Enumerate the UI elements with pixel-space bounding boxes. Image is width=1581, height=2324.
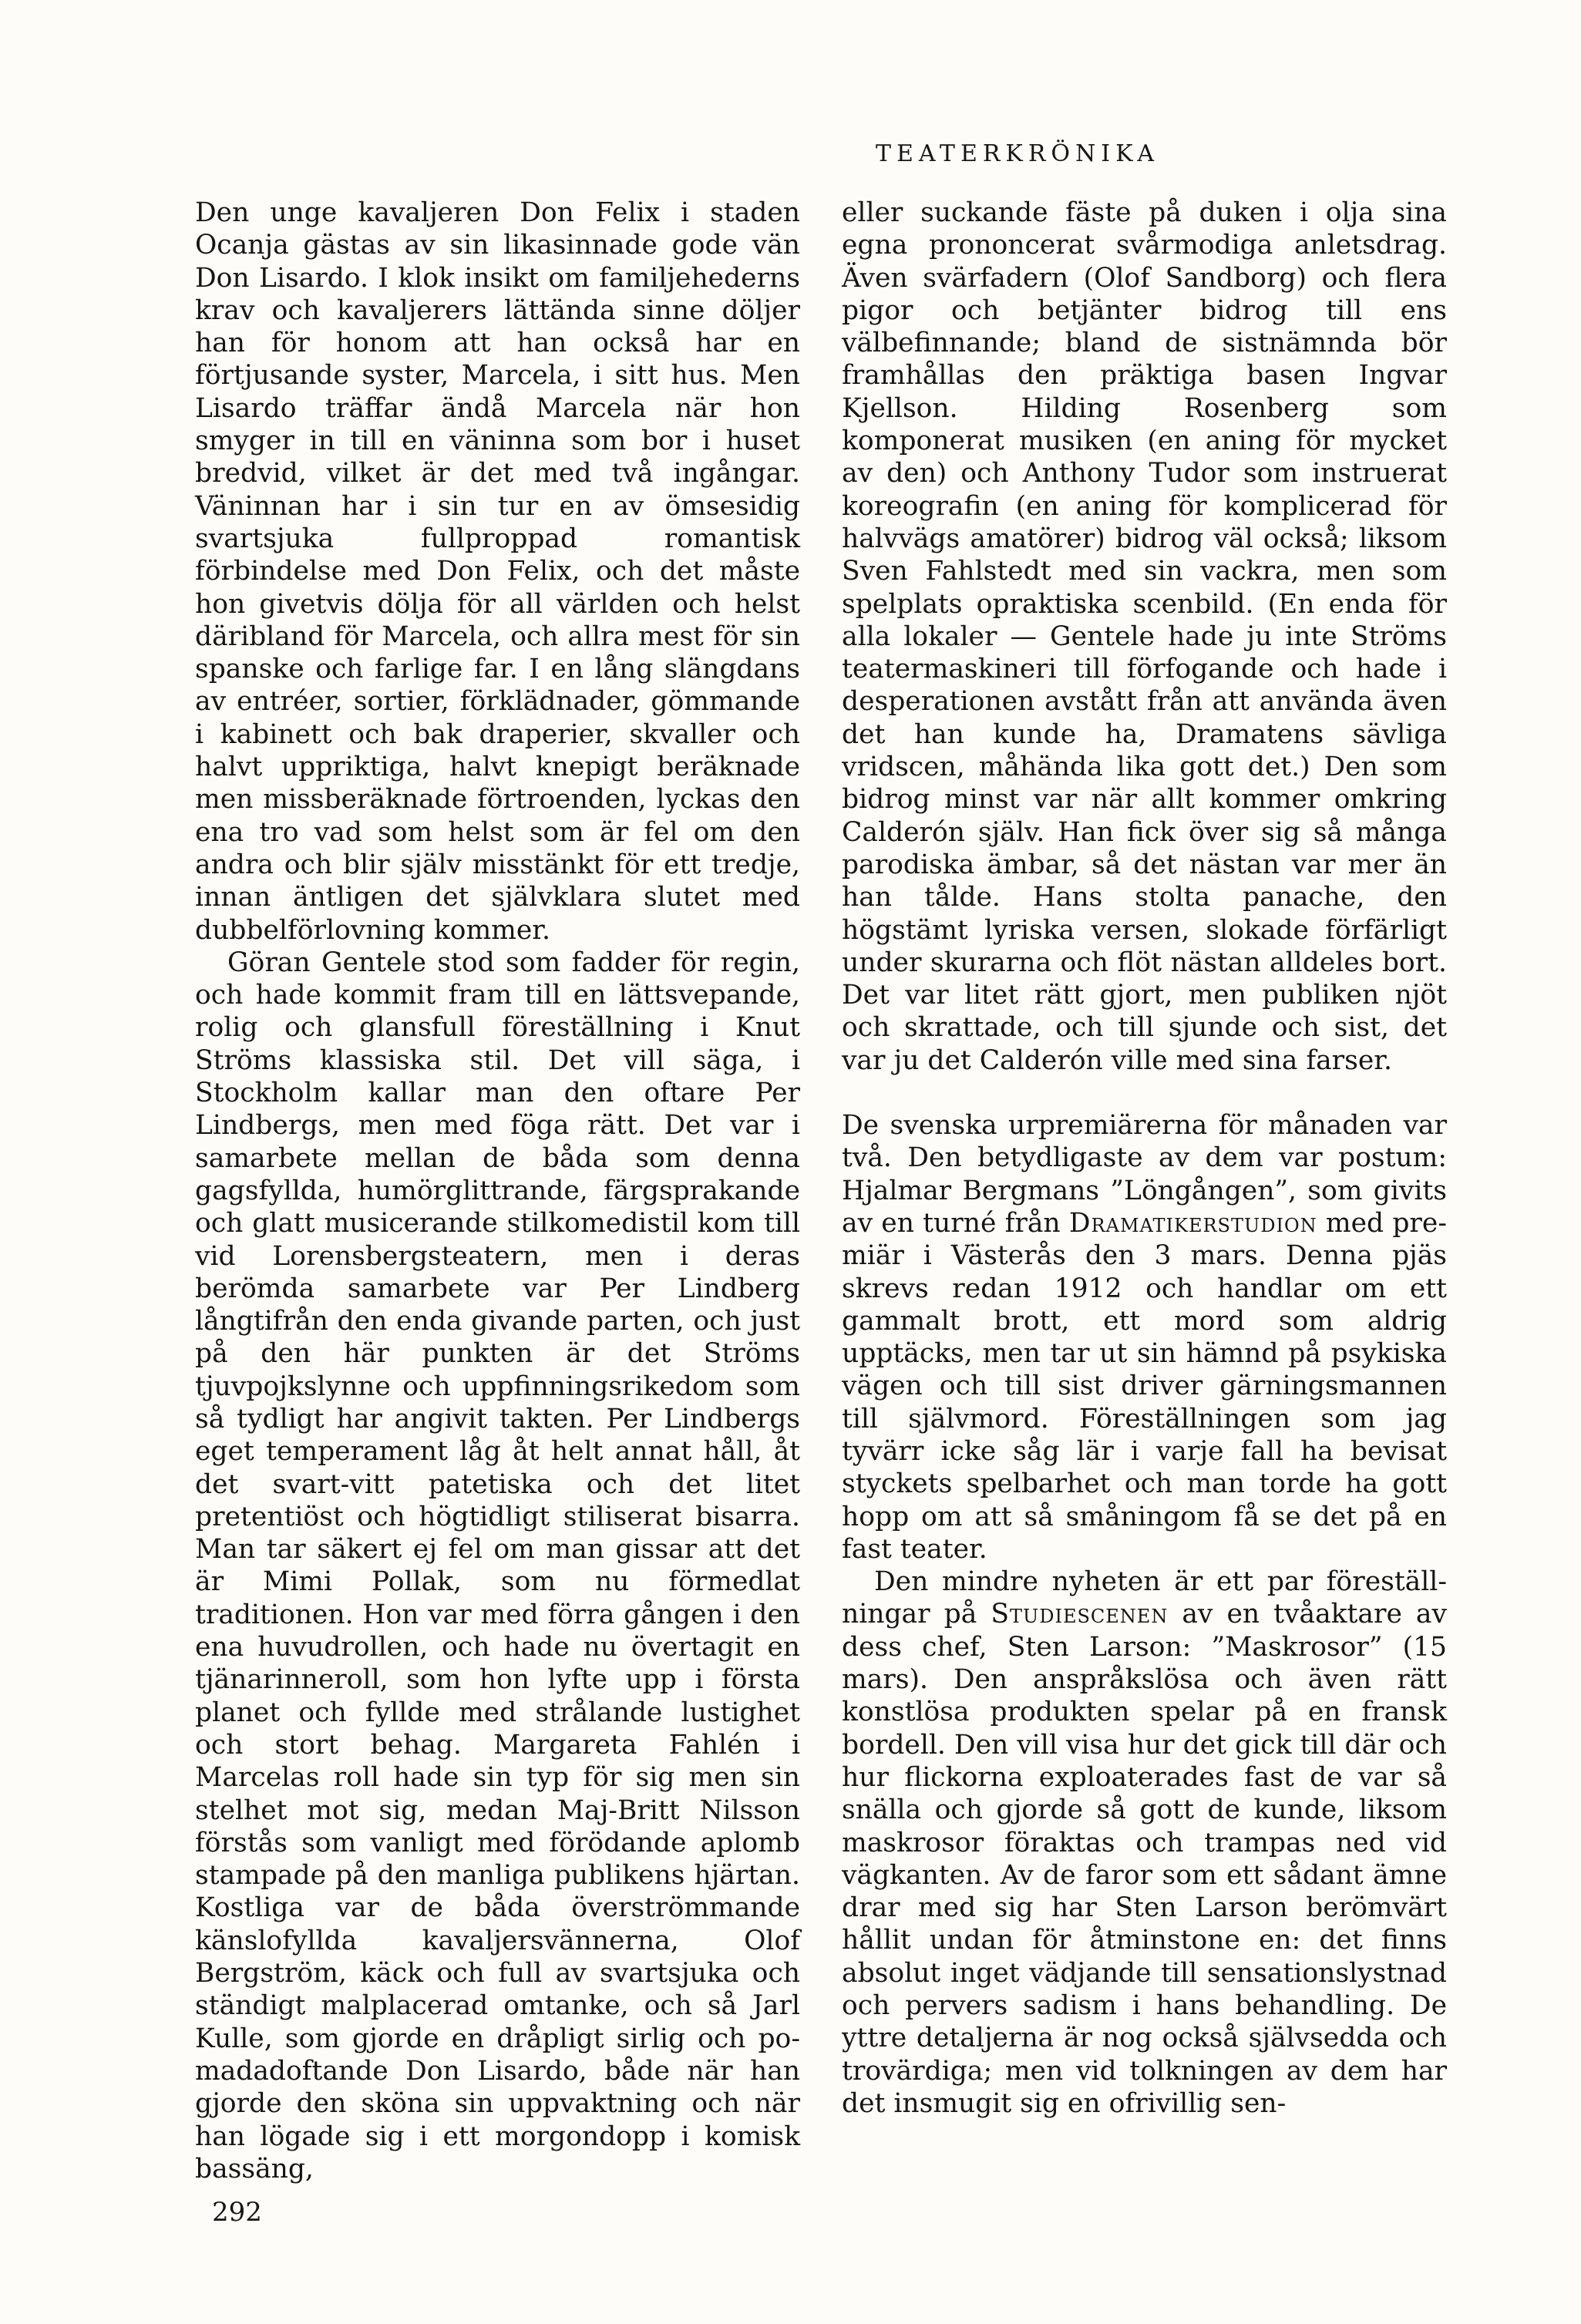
paragraph: Göran Gentele stod som fadder för regin, och hade kommit fram till en lättsvepande, rolig och glansfull föreställning i Knut Ströms klassiska stil. Det vill säga, i Stockholm kallar man den oftare Per Lindbergs, men med föga rätt. Det var i samarbete mellan de båda som denna gagsfyllda, humörglittrande, färgsprakande och glatt musicerande stilkomedistil kom till vid Lorensbergsteatern, men i deras berömda samarbete var Per Lindberg långtifrån den enda givande parten, och just på den här punkten är det Ströms tjuvpojkslynne och uppfinningsrikedom som så tydligt har angivit takten. Per Lindbergs eget temperament låg åt helt annat håll, åt det svart-vitt patetiska och det litet pretentiöst och högtidligt stiliserat bisarra. Man tar säkert ej fel om man gissar att det är Mimi Pollak, som nu förmedlat traditionen. Hon var med förra gången i den ena huvudrollen, och hade nu övertagit en tjänarinneroll, som hon lyfte upp i första planet och fyllde med strålande lustighet och stort behag. Margareta Fahlén i Marcelas roll hade sin typ för sig men sin stelhet mot sig, medan Maj-Britt Nilsson förstås som vanligt med förödande aplomb stampade på den manliga publikens hjärtan. Kostliga var de båda överströmmande känslofyllda kavaljersvännerna, Olof Bergström, käck och full av svartsjuka och ständigt malplacerad omtanke, och så Jarl Kulle, som gjorde en dråpligt sirlig och pomadadoftande Don Lisardo, både när han gjorde den sköna sin uppvaktning och när han lögade sig i ett morgondopp i komisk bassäng, — [195, 947, 800, 2184]
page-number: 292 — [212, 2197, 262, 2228]
venue-name: Studiescenen — [991, 1599, 1169, 1630]
text-run: De svenska urpremiärerna för månaden var två. Den betydligaste av dem var postum: Hjalmar Bergmans ”Löngången”, som givits av en turné från — [842, 1110, 1447, 1239]
venue-name: Dramatikerstudion — [1068, 1207, 1317, 1239]
paragraph — [842, 1109, 1447, 1566]
running-head: TEATERKRÖNIKA — [876, 140, 1159, 167]
paragraph: Den unge kavaljeren Don Felix i staden Ocanja gästas av sin likasinnade gode vän Don Lisardo. I klok insikt om familjehederns krav och kavaljerers lättända sinne döljer han för honom att han också har en förtjusande syster, Marcela, i sitt hus. Men Lisardo träffar ändå Marcela när hon smyger in till en väninna som bor i huset bredvid, vilket är det med två ingångar. Väninnan har i sin tur en av ömsesidig svartsjuka fullproppad romantisk förbindelse med Don Felix, och det måste hon givetvis dölja för all världen och helst däribland för Marcela, och allra mest för sin spanske och farlige far. I en lång slängdans av entréer, sortier, förklädnader, gömmande i kabinett och bak draperier, skvaller och halvt uppriktiga, halvt knepigt beräknade men missberäknade förtroenden, lyckas den ena tro vad som helst som är fel om den andra och blir själv misstänkt för ett tredje, innan äntligen det självklara slutet med dubbelförlovning kommer. — [195, 197, 800, 946]
right-column — [842, 197, 1447, 2120]
left-column — [195, 197, 800, 2185]
text-run: Den mindre nyheten är ett par föreställningar på — [842, 1566, 1447, 1630]
text-run: med premiär i Västerås den 3 mars. Denna pjäs skrevs redan 1912 och handlar om ett gammalt brott, ett mord som aldrig upptäcks, men tar ut sin hämnd på psykiska vägen och till sist driver gärningsmannen till självmord. Föreställningen som jag tyvärr icke såg lär i varje fall ha bevisat styckets spelbarhet och man torde ha gott hopp om att så småningom få se det på en fast teater. — [842, 1207, 1447, 1565]
paragraph — [842, 1566, 1447, 2120]
paragraph: eller suckande fäste på duken i olja sina egna prononcerat svårmodiga anletsdrag. Även svärfadern (Olof Sandborg) och flera pigor och betjänter bidrog till ens välbefinnande; bland de sistnämnda bör framhållas den präktiga basen Ingvar Kjellson. Hilding Rosenberg som komponerat musiken (en aning för mycket av den) och Anthony Tudor som instruerat koreografin (en aning för komplicerad för halvvägs amatörer) bidrog väl också; liksom Sven Fahlstedt med sin vackra, men som spelplats opraktiska scenbild. (En enda för alla lokaler — Gentele hade ju inte Ströms teatermaskineri till förfogande och hade i desperationen avstått från att använda även det han kunde ha, Dramatens sävliga vridscen, måhända lika gott det.) Den som bidrog minst var när allt kommer omkring Calderón själv. Han fick över sig så många parodiska ämbar, så det nästan var mer än han tålde. Hans stolta panache, den högstämt lyriska versen, slokade förfärligt under skurarna och flöt nästan alldeles bort. Det var litet rätt gjort, men publiken njöt och skrattade, och till sjunde och sist, det var ju det Calderón ville med sina farser. — [842, 197, 1447, 1076]
text-run: av en tvåaktare av dess chef, Sten Larson: ”Maskrosor” (15 mars). Den anspråkslösa och även rätt konstlösa produkten spelar på en fransk bordell. Den vill visa hur det gick till där och hur flickorna exploaterades fast de var så snälla och gjorde så gott de kunde, liksom maskrosor föraktas och trampas ned vid vägkanten. Av de faror som ett sådant ämne drar med sig har Sten Larson berömvärt hållit undan för åtminstone en: det finns absolut inget vädjande till sensationslystnad och pervers sadism i hans behandling. De yttre detaljerna är nog också självsedda och trovärdiga; men vid tolkningen av dem har det insmugit sig en ofrivillig sen- — [842, 1599, 1447, 2119]
